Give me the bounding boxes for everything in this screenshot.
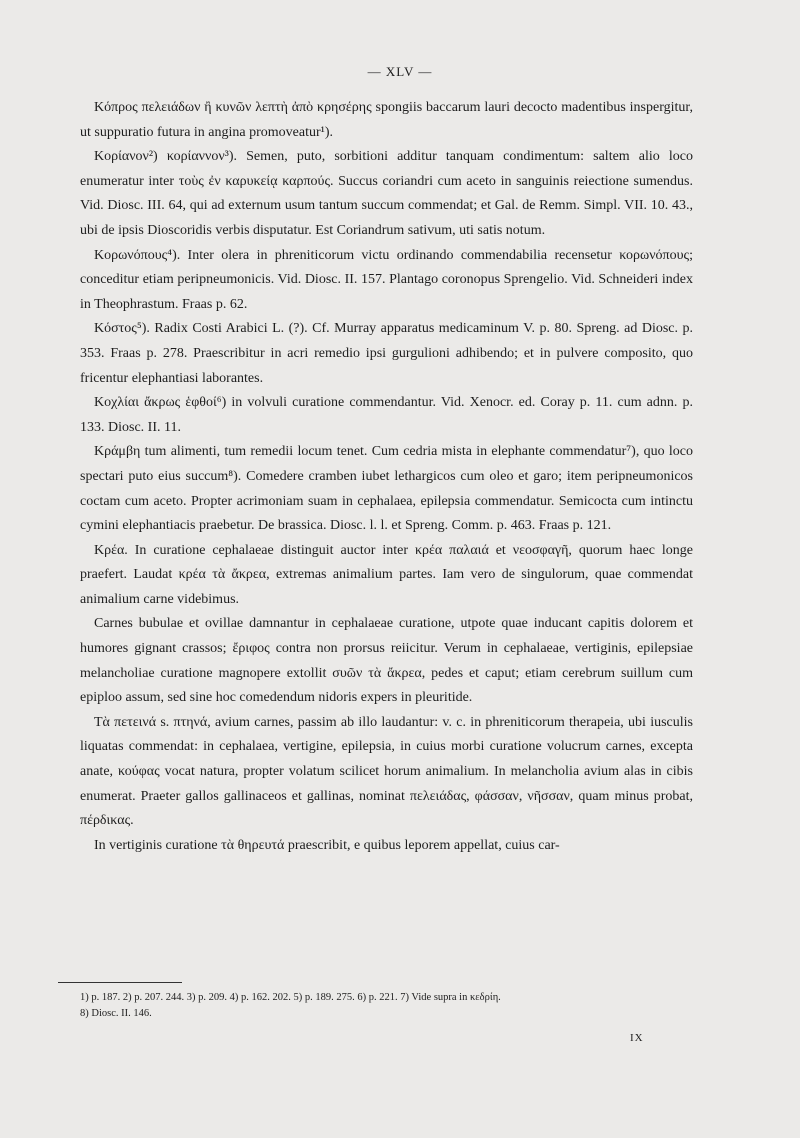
footnote-divider — [58, 982, 182, 983]
footnotes — [80, 990, 700, 1022]
paragraph-krea: Κρέα. In curatione cephalaeae distinguit auctor inter κρέα παλαιά et νεοσφαγῆ, quorum haec longe praefert. Laudat κρέα τὰ ἄκρεα, extremas animalium partes. Iam vero de singulorum, quae commendat animalium carne videbimus. — [80, 542, 693, 607]
footnote-line: 8) Diosc. II. 146. — [80, 1008, 152, 1019]
paragraph-koronopous: Κορωνόπους⁴). Inter olera in phreniticorum victu ordinando commendabilia recensetur κορωνόπους; conceditur etiam peripneumonicis. Vid. Diosc. II. 157. Plantago coronopus Sprengelio. Vid. Schneideri index in Theophrastum. Fraas p. 62. — [80, 247, 693, 312]
paragraph-kopros: Κόπρος πελειάδων ἢ κυνῶν λεπτὴ ἀπὸ κρησέρης spongiis baccarum lauri decocto madentibus inspergitur, ut suppuratio futura in angina promoveatur¹). — [80, 100, 693, 140]
signature-mark: IX — [630, 1032, 644, 1044]
paragraph-vertiginis: In vertiginis curatione τὰ θηρευτά praescribit, e quibus leporem appellat, cuius car- — [94, 837, 560, 853]
paragraph-carnes: Carnes bubulae et ovillae damnantur in cephalaeae curatione, utpote quae inducant capitis dolorem et humores gignant crassos; ἔριφος contra non prorsus reiicitur. Verum in cephalaeae, vertiginis, epilepsiae melancholiae curatione magnopere extollit συῶν τὰ ἄκρεα, pedes et caput; etiam cerebrum suillum cum epiploo assum, sed sine hoc comedendum nidoris expers in pleuritide. — [80, 616, 693, 706]
footnote-line: 1) p. 187. 2) p. 207. 244. 3) p. 209. 4) p. 162. 202. 5) p. 189. 275. 6) p. 221. 7) Vide supra in κεδρίη. — [80, 992, 501, 1003]
paragraph-peteina: Τὰ πετεινά s. πτηνά, avium carnes, passim ab illo laudantur: v. c. in phreniticorum therapeia, ubi iusculis liquatas commendat: in cephalaea, vertigine, epilepsia, in cuius morbi curatione volucrum carnes, excepta anate, κούφας vocat natura, propter volatum scilicet horum animalium. In melancholia avium alas in cibis enumerat. Praeter gallos gallinaceos et gallinas, nominat πελειάδας, φάσσαν, νῆσσαν, quam minus probat, πέρδικας. — [80, 714, 693, 829]
paragraph-kochliai: Κοχλίαι ἄκρως ἑφθοί⁶) in volvuli curatione commendantur. Vid. Xenocr. ed. Coray p. 11. cum adnn. p. 133. Diosc. II. 11. — [80, 395, 693, 435]
paragraph-korianon: Κορίανον²) κορίαννον³). Semen, puto, sorbitioni additur tanquam condimentum: saltem alio loco enumeratur inter τοὺς ἐν καρυκείᾳ καρπούς. Succus coriandri cum aceto in sanguinis reiectione sumendus. Vid. Diosc. III. 64, qui ad externum usum tantum succum commendat; et Gal. de Remm. Simpl. VII. 10. 43., ubi de ipsis Dioscoridis verbis disputatur. Est Coriandrum sativum, uti satis notum. — [80, 149, 693, 238]
main-text — [80, 96, 693, 858]
paragraph-kostos: Κόστος⁵). Radix Costi Arabici L. (?). Cf. Murray apparatus medicaminum V. p. 80. Spreng. ad Diosc. p. 353. Fraas p. 278. Praescribitur in acri remedio ipsi gurgulioni adhibendo; et in pulvere composito, quo fricentur elephantiasi laborantes. — [80, 321, 693, 386]
paragraph-krambe: Κράμβη tum alimenti, tum remedii locum tenet. Cum cedria mista in elephante commendatur⁷), quo loco spectari puto eius succum⁸). Comedere cramben iubet lethargicos cum oleo et garo; item peripneumonicos coctam cum aceto. Propter acrimoniam suam in cephalaea, epilepsia commendatur. Semicocta cum intinctu cymini elephantiacis praebetur. De brassica. Diosc. l. l. et Spreng. Comm. p. 463. Fraas p. 121. — [80, 444, 693, 534]
running-header: — XLV — — [367, 64, 433, 79]
